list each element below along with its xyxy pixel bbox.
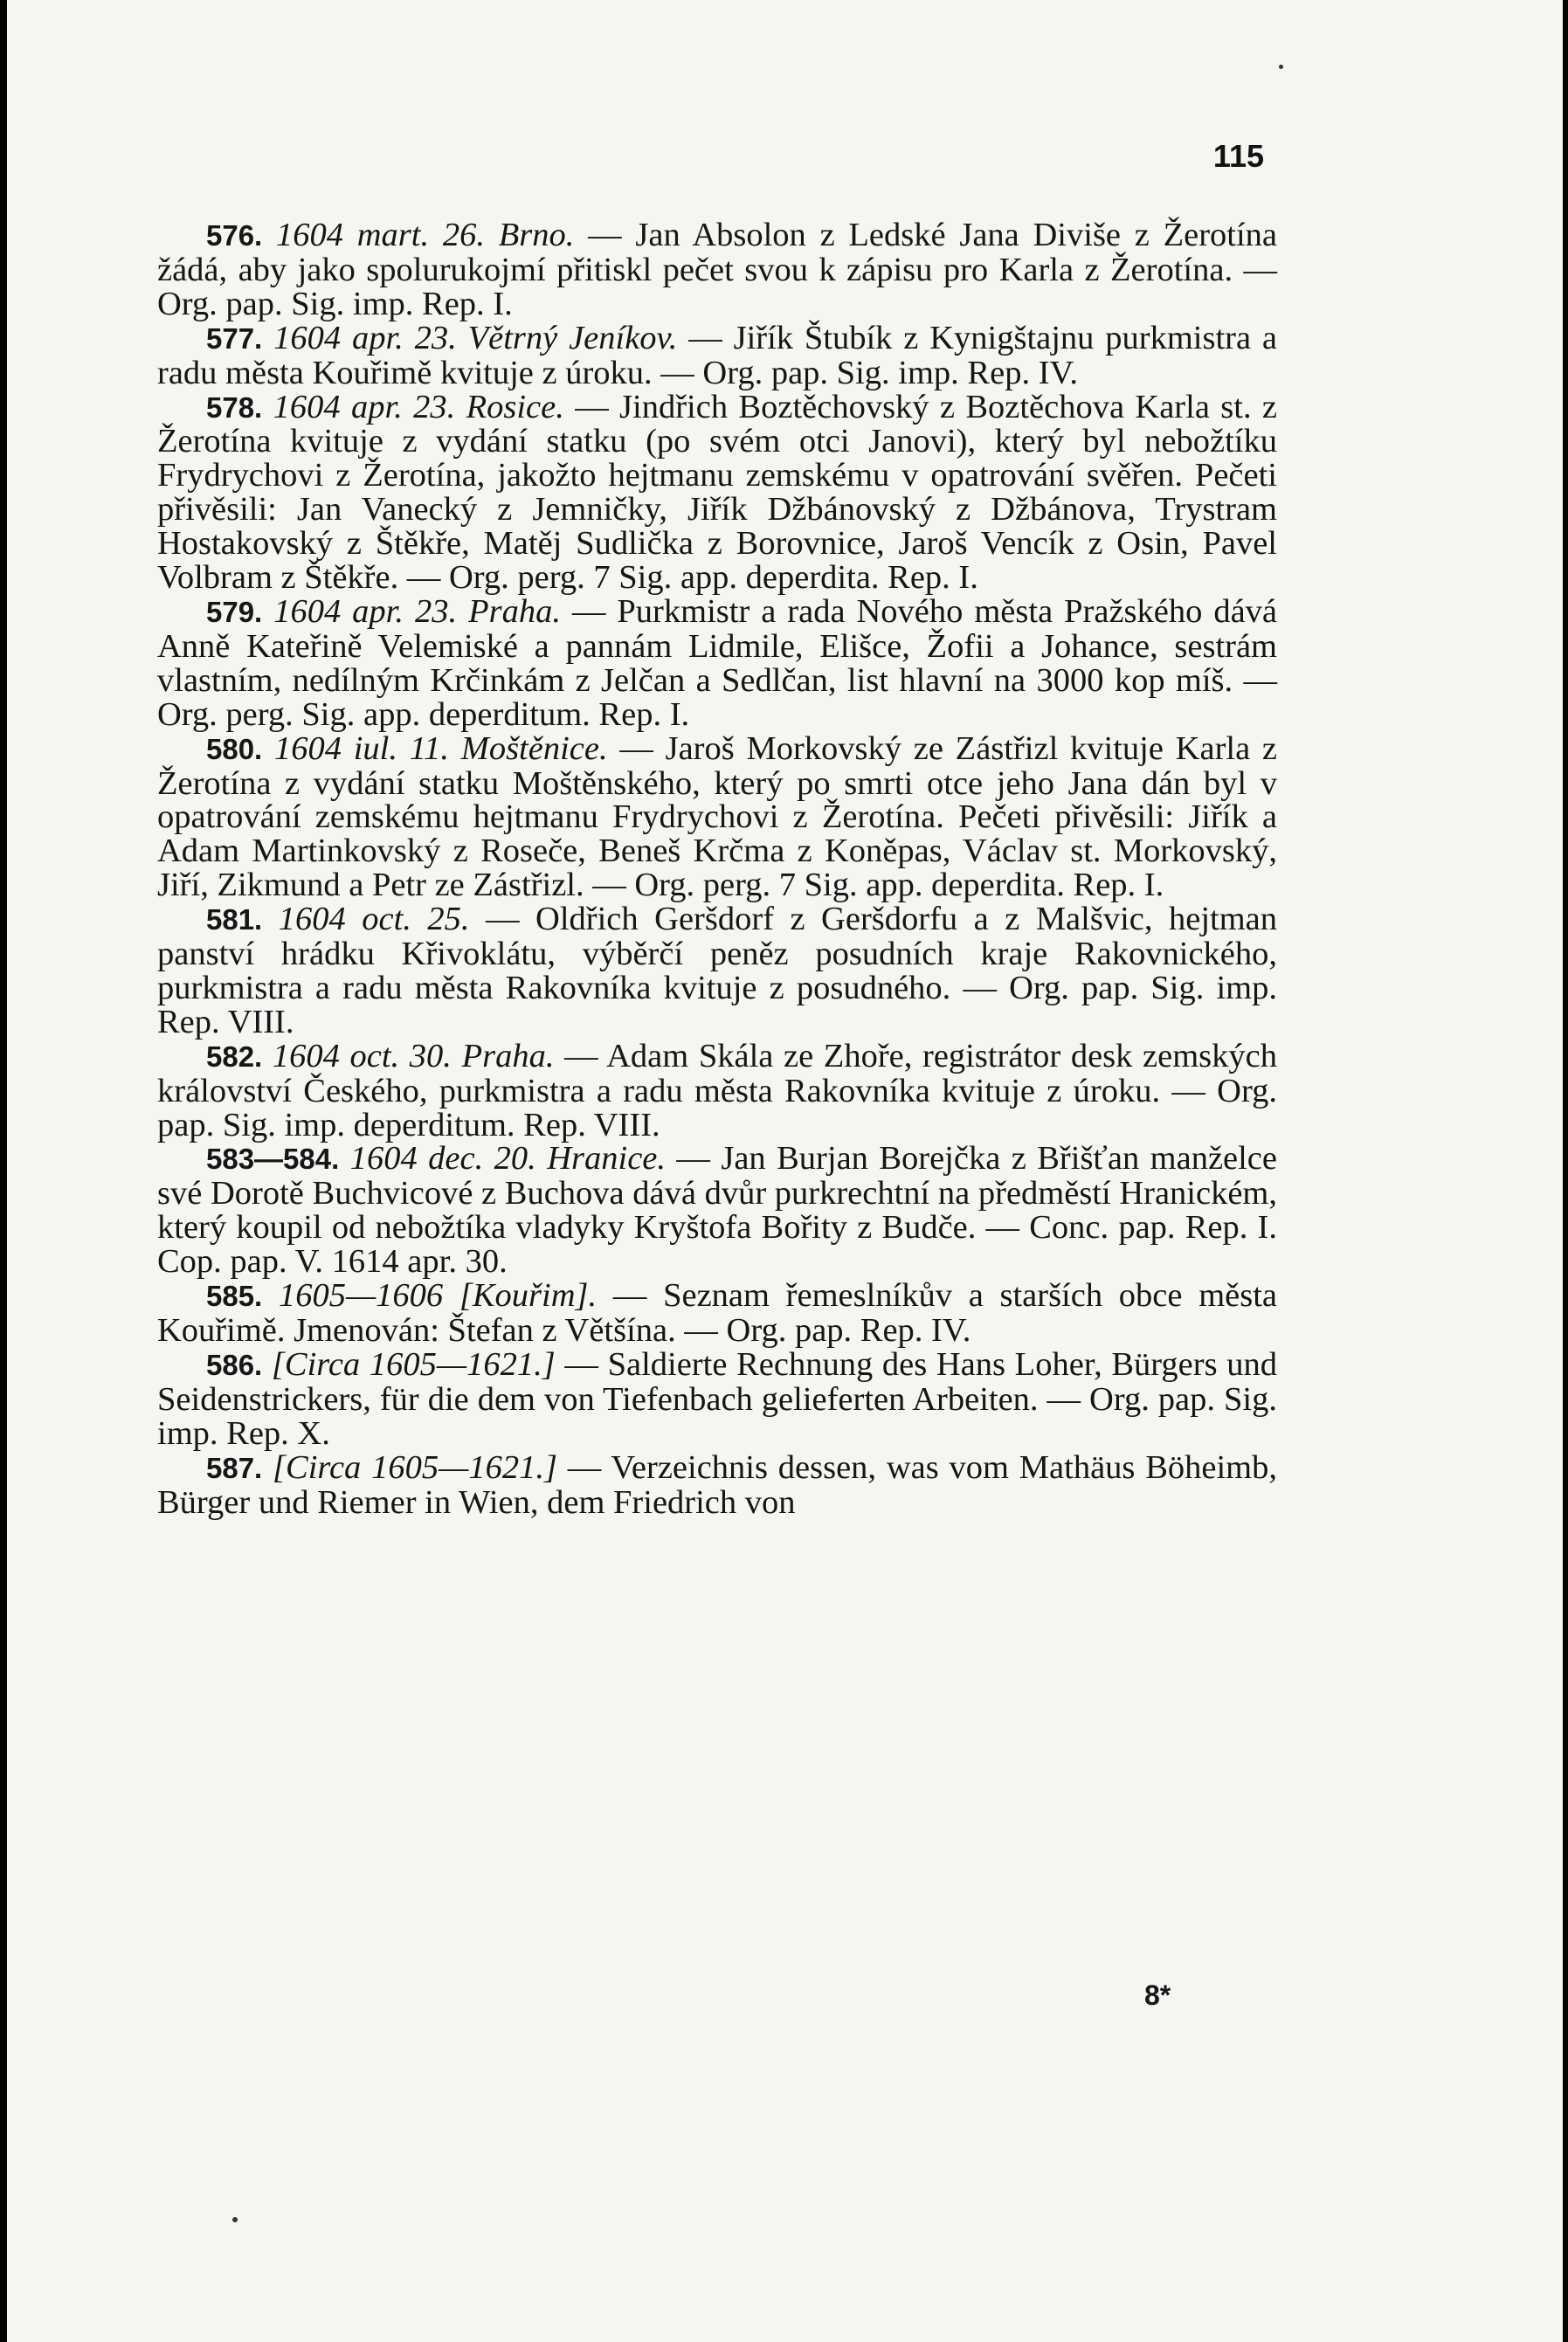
entry-580: [157, 729, 1278, 904]
entry-number: 578.: [206, 390, 263, 424]
printer-signature: 8*: [1144, 1979, 1171, 2011]
entry-number: 581.: [206, 903, 263, 936]
entry-date: 1604 apr. 23. Větrný Jeníkov.: [273, 319, 678, 356]
entry-587: [157, 1448, 1277, 1521]
entry-number: 582.: [206, 1040, 263, 1073]
entry-text: — Seznam řemeslníkův a starších obce města Kouřimě. Jmenován: Štefan z Většína. — Org. pap. Rep. IV.: [157, 1277, 1277, 1349]
page-number: 115: [1212, 138, 1264, 174]
entry-number: 585.: [206, 1280, 263, 1313]
entry-582: [157, 1037, 1277, 1143]
entry-date: 1604 oct. 30. Praha.: [272, 1037, 555, 1074]
entry-586: [157, 1345, 1278, 1452]
entry-579: [157, 592, 1278, 733]
entry-576: [157, 218, 1277, 321]
entry-number: 577.: [206, 321, 263, 355]
entry-text: — Oldřich Geršdorf z Geršdorfu a z Malšvic, hejtman panství hrádku Křivoklátu, výběrčí peněz posudních kraje Rakovnického, purkmistra a radu města Rakovníka kvituje z posudného. — Org. pap. Sig. imp. Rep. VIII.: [157, 901, 1277, 1040]
entry-578: [157, 390, 1277, 595]
entry-date: [Circa 1605—1621.]: [273, 1448, 557, 1486]
book-page: [7, 0, 1563, 2342]
entry-text: — Purkmistr a rada Nového města Pražského dává Anně Kateřině Velemiské a pannám Lidmile, Elišce, Žofii a Johance, sestrám vlastním, nedílným Krčinkám z Jelčan a Sedlčan, list hlavní na 3000 kop míš. — Org. perg. Sig. app. deperditum. Rep. I.: [157, 592, 1278, 733]
entry-text: — Jindřich Boztěchovský z Boztěchova Karla st. z Žerotína kvituje z vydání statku (po svém otci Janovi), který byl nebožtíku Frydrychovi z Žerotína, jakožto hejtmanu zemskému v opatrování svěřen. Pečeti přivěsili: Jan Vanecký z Jemničky, Jiřík Džbánovský z Džbánova, Trystram Hostakovský z Štěkře, Matěj Sudlička z Borovnice, Jaroš Vencík z Osin, Pavel Volbram z Štěkře. — Org. perg. 7 Sig. app. deperdita. Rep. I.: [157, 388, 1278, 597]
entry-number: 587.: [206, 1451, 263, 1484]
entry-date: 1604 oct. 25.: [278, 901, 470, 938]
entry-text: — Jan Absolon z Ledské Jana Diviše z Žerotína žádá, aby jako spolurukojmí přitiskl pečet svou k zápisu pro Karla z Žerotína. — Org. pap. Sig. imp. Rep. I.: [157, 217, 1278, 322]
entry-text: — Jan Burjan Borejčka z Břišťan manželce své Dorotě Buchvicové z Buchova dává dvůr purkrechtní na předměstí Hranickém, který koupil od nebožtíka vladyky Kryštofa Bořity z Budče. — Conc. pap. Rep. I. Cop. pap. V. 1614 apr. 30.: [157, 1140, 1277, 1281]
entry-date: [Circa 1605—1621.]: [271, 1345, 556, 1383]
entries-list: [157, 218, 1277, 1519]
entry-number: 576.: [206, 219, 263, 252]
entry-577: [157, 321, 1277, 390]
entry-number: 586.: [206, 1348, 263, 1381]
entry-585: [157, 1279, 1277, 1348]
entry-text: — Jiřík Štubík z Kynigštajnu purkmistra a radu města Kouřimě kvituje z úroku. — Org. pap. Sig. imp. Rep. IV.: [157, 319, 1278, 391]
entry-number: 580.: [206, 732, 263, 765]
entry-number: 583—584.: [206, 1143, 340, 1176]
entry-text: — Saldierte Rechnung des Hans Loher, Bürgers und Seidenstrickers, für die dem von Tiefenbach gelieferten Arbeiten. — Org. pap. Sig. imp. Rep. X.: [157, 1345, 1278, 1452]
entry-date: 1604 mart. 26. Brno.: [276, 217, 575, 253]
entry-text: — Jaroš Morkovský ze Zástřizl kvituje Karla z Žerotína z vydání statku Moštěnského, který po smrti otce jeho Jana dán byl v opatrování zemskému hejtmanu Frydrychovi z Žerotína. Pečeti přivěsili: Jiřík a Adam Martinkovský z Roseče, Beneš Krčma z Koněpas, Václav st. Morkovský, Jiří, Zikmund a Petr ze Zástřizl. — Org. perg. 7 Sig. app. deperdita. Rep. I.: [157, 729, 1278, 904]
paper-speck: [1279, 65, 1283, 69]
entry-date: 1605—1606 [Kouřim].: [278, 1277, 597, 1315]
entry-583-584: [157, 1142, 1277, 1279]
entry-date: 1604 dec. 20. Hranice.: [349, 1140, 666, 1178]
entry-text: — Adam Skála ze Zhoře, registrátor desk zemských království Českého, purkmistra a radu města Rakovníka kvituje z úroku. — Org. pap. Sig. imp. deperditum. Rep. VIII.: [157, 1037, 1277, 1143]
entry-text: — Verzeichnis dessen, was vom Mathäus Böheimb, Bürger und Riemer in Wien, dem Friedrich von: [157, 1448, 1277, 1521]
entry-date: 1604 apr. 23. Rosice.: [273, 388, 564, 425]
entry-number: 579.: [206, 595, 263, 628]
entry-581: [157, 902, 1277, 1040]
entry-date: 1604 apr. 23. Praha.: [273, 592, 561, 630]
entry-date: 1604 iul. 11. Moštěnice.: [273, 729, 608, 767]
paper-speck: [232, 2217, 238, 2222]
